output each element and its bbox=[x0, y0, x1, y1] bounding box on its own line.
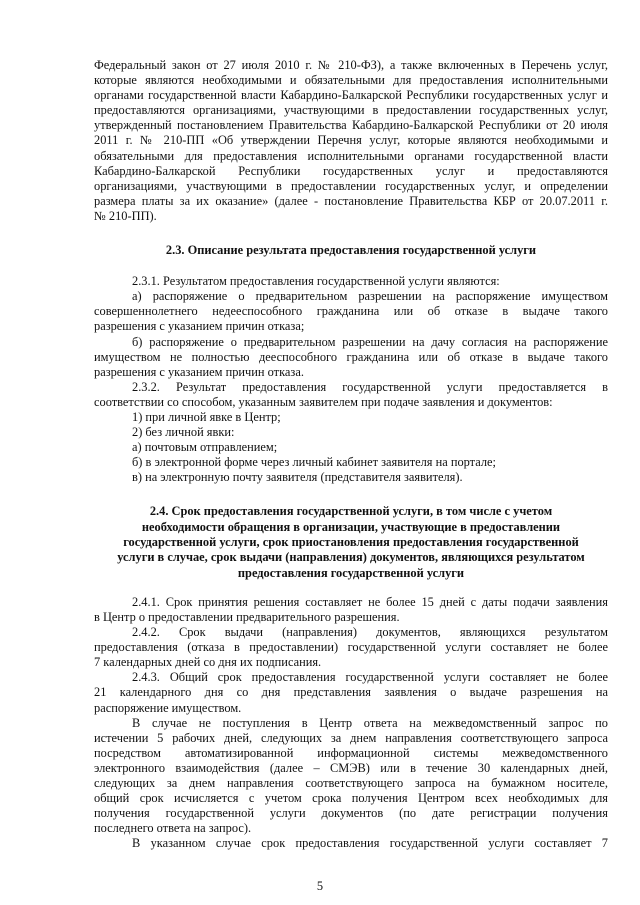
list-item: а) почтовым отправлением; bbox=[132, 440, 278, 455]
text-line: организациями, участвующими в предоставлении государственных услуг, и определении bbox=[94, 178, 608, 193]
text-line: 2011 г. № 210-ПП «Об утверждении Перечня услуг, которые являются необходимыми и bbox=[94, 133, 608, 148]
text-line: утвержденный постановлением Правительства Кабардино-Балкарской Республики от 20 июля bbox=[94, 118, 608, 133]
paragraph-2-3-1: 2.3.1. Результатом предоставления государственной услуги являются: bbox=[132, 274, 500, 289]
list-item: 1) при личной явке в Центр; bbox=[132, 409, 281, 424]
text-line: электронного взаимодействия (далее – СМЭВ) или в течение 30 календарных дней, bbox=[94, 760, 608, 775]
heading-line: услуги в случае, срок выдачи (направления) документов, являющихся результатом bbox=[117, 550, 585, 565]
text-line: 21 календарного дня со дня представления заявления о выдаче разрешения на bbox=[94, 685, 608, 700]
text-line: В случае не поступления в Центр ответа на межведомственный запрос по bbox=[132, 715, 608, 730]
text-line: обязательными для предоставления исполнительными органами государственной власти bbox=[94, 148, 608, 163]
text-line: следующих за днем направления соответствующего запроса на бумажном носителе, bbox=[94, 776, 608, 791]
text-line: органами государственной власти Кабардино-Балкарской Республики государственных услуг и bbox=[94, 88, 608, 103]
text-line: в Центр о предоставлении предварительного разрешения. bbox=[94, 610, 400, 625]
text-line: истечении 5 рабочих дней, следующих за днем направления соответствующего запроса bbox=[94, 730, 608, 745]
text-line: разрешения с указанием причин отказа; bbox=[94, 319, 305, 334]
text-line: общий срок исчисляется с учетом срока получения Центром всех необходимых для bbox=[94, 791, 608, 806]
text-line: Федеральный закон от 27 июля 2010 г. № 210-ФЗ), а также включенных в Перечень услуг, bbox=[94, 58, 608, 72]
section-2-4-body bbox=[94, 595, 608, 852]
document-body bbox=[94, 58, 608, 852]
section-2-3-body bbox=[94, 274, 608, 485]
heading-line: 2.4. Срок предоставления государственной услуги, в том числе с учетом bbox=[149, 504, 553, 519]
list-item: в) на электронную почту заявителя (представителя заявителя). bbox=[132, 470, 463, 485]
text-line: 2.4.3. Общий срок предоставления государственной услуги составляет не более bbox=[132, 670, 608, 685]
text-line: посредством автоматизированной информационной системы межведомственного bbox=[94, 745, 608, 760]
text-line: предоставляются организациями, участвующими в предоставлении государственных услуг, bbox=[94, 103, 608, 118]
text-line: последнего ответа на запрос). bbox=[94, 821, 252, 836]
heading-line: необходимости обращения в организации, участвующие в предоставлении bbox=[141, 519, 561, 534]
section-heading-2-3: 2.3. Описание результата предоставления государственной услуги bbox=[165, 243, 537, 258]
page-number: 5 bbox=[316, 879, 324, 893]
text-line: 2.3.2. Результат предоставления государственной услуги предоставляется в bbox=[132, 379, 608, 394]
text-line: совершеннолетнего недееспособного гражданина или об отказе в выдаче такого bbox=[94, 304, 608, 319]
text-line: 2.4.2. Срок выдачи (направления) документов, являющихся результатом bbox=[132, 625, 608, 640]
text-line: разрешения с указанием причин отказа. bbox=[94, 364, 304, 379]
text-line: имуществом не полностью дееспособного гражданина или об отказе в выдаче такого bbox=[94, 349, 608, 364]
list-item: 2) без личной явки: bbox=[132, 425, 235, 440]
heading-line: предоставления государственной услуги bbox=[237, 565, 465, 580]
text-line: В указанном случае срок предоставления государственной услуги составляет 7 bbox=[132, 836, 608, 851]
section-heading-2-4 bbox=[94, 504, 608, 580]
text-line: б) распоряжение о предварительном разрешении на дачу согласия на распоряжение bbox=[132, 334, 608, 349]
text-line: Кабардино-Балкарской Республики государственных услуг и предоставляются bbox=[94, 163, 608, 178]
intro-paragraph bbox=[94, 58, 608, 224]
text-line: размера платы за их оказание» (далее - постановление Правительства КБР от 20.07.2011 г. bbox=[94, 193, 608, 208]
text-line: которые являются необходимыми и обязательными для предоставления исполнительными bbox=[94, 73, 608, 88]
text-line: предоставления (отказа в предоставлении) государственной услуги составляет не более bbox=[94, 640, 608, 655]
list-item: б) в электронной форме через личный кабинет заявителя на портале; bbox=[132, 455, 496, 470]
heading-line: государственной услуги, срок приостановления предоставления государственной bbox=[123, 535, 579, 550]
text-line: № 210-ПП). bbox=[94, 208, 157, 223]
text-line: соответствии со способом, указанным заявителем при подаче заявления и документов: bbox=[94, 394, 553, 409]
text-line: получения государственной услуги документов (по дате регистрации получения bbox=[94, 806, 608, 821]
text-line: 2.4.1. Срок принятия решения составляет не более 15 дней с даты подачи заявления bbox=[132, 594, 608, 609]
text-line: 7 календарных дней со дня их подписания. bbox=[94, 655, 322, 670]
text-line: распоряжение имуществом. bbox=[94, 700, 242, 715]
text-line: а) распоряжение о предварительном разрешении на распоряжение имуществом bbox=[132, 289, 608, 304]
